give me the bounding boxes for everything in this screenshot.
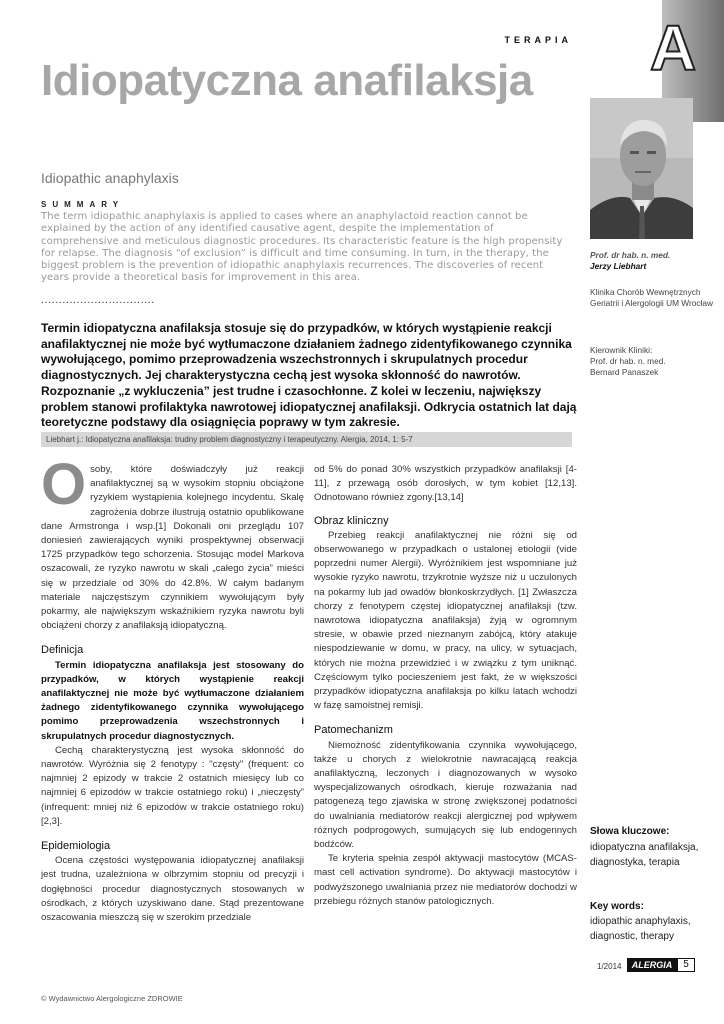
epidemiology-heading: Epidemiologia (41, 840, 111, 853)
keywords-pl-heading: Słowa kluczowe: (590, 826, 670, 837)
issue-number: 1/2014 (597, 962, 622, 971)
intro-paragraph: Osoby, które doświadczyły już reakcji anafilaktycznej są w wysokim stopniu obciążone ryzykiem wystąpienia kolejnego incydentu. Skalę zagrożenia dobrze ilustrują ostatnio opublikowane dane Armstronga i wsp.[1] Dokonali oni przeglądu 107 doniesień zawierających wyniki prospektywnej obserwacji 1725 przypadków tego schorzenia. Stosując model Markova oszacowali, że ryzyko nawrotu w skali „całego życia” mieści się w przedziale od 30% do 42.8%. W całym badanym materiale najczęstszym czynnikiem wywołującym były pokarmy, ale największym wskaźnikiem ryzyka nawrotu byli obciążeni chorzy z anafilaksją idiopatyczną. (41, 452, 304, 632)
article-subtitle: Idiopathic anaphylaxis (41, 170, 179, 186)
author-photo (590, 98, 693, 239)
definition-heading: Definicja (41, 644, 84, 657)
epidemiology-text: Ocena częstości występowania idiopatycznej anafilaksji jest trudna, uzależniona w olbrzymim stopniu od precyzji i dogłębności procedur diagnostycznych stosowanych w ośrodkach, z których uzyskiwano dane. Stąd prezentowane oszacowania mieszczą się w szerokim przedziale (41, 855, 304, 924)
definition-bold: Termin idiopatyczna anafilaksja jest stosowany do przypadków, w których wystąpienie reakcji anafilaktycznej nie może być wytłumaczone działaniem żadnego zidentyfikowanego czynnika wywołującego pomimo przeprowadzenia wszechstronnych i skrupulatnych procedur diagnostycznych. (41, 659, 304, 742)
author-portrait (590, 98, 693, 239)
column-right (314, 463, 577, 909)
summary-text: The term idiopathic anaphylaxis is applied to cases where an anaphylactoid reaction cannot be explained by the action of any identified causative agent, despite the implementation of comprehensive and meticulous diagnostic procedures. Its characteristic feature is the high propensity for relapse. The diagnosis “of exclusion” is difficult and time consuming. In turn, in the therapy, the biggest problem is the prevention of idiopathic anaphylaxis recurrences. The discoveries of recent years provide a theoretical basis for improvement in this area. (41, 211, 563, 284)
clinic-head-name: Bernard Panaszek (590, 367, 659, 377)
drop-cap: O (41, 452, 87, 517)
corner-letter: A (650, 12, 697, 84)
author-name: Jerzy Liebhart (590, 261, 647, 271)
keywords-en: idiopathic anaphylaxis, diagnostic, therapy (590, 916, 691, 942)
author-title: Prof. dr hab. n. med. (590, 250, 671, 260)
clinical-heading: Obraz kliniczny (314, 514, 389, 527)
article-title: Idiopatyczna anafilaksja (41, 56, 533, 105)
definition-text: Cechą charakterystyczną jest wysoka skłonność do nawrotów. Wyróżnia się 2 fenotypy : "częsty" (frequent: co najmniej 2 epizody w trakcie 2 ostatnich miesięcy lub co najmniej 6 epizodów w trakcie ostatniego roku) i „nieczęsty” (infrequent: mniej niż 6 epizodów w trakcie ostatniego roku)[2,3]. (41, 744, 304, 827)
epidemiology-continued: od 5% do ponad 30% wszystkich przypadków anafilaksji [4-11], z przewagą osób dorosłych, w tym kobiet [12,13]. Odnotowano również zgony.[13,14] (314, 464, 577, 504)
pathomechanism-text-2: Te kryteria spełnia zespół aktywacji mastocytów (MCAS-mast cell activation syndrome). Do aktywacji mastocytów i podwyższonego uwalniania przez nie mediatorów dochodzi w przebiegu różnych stanów patologicznych. (314, 853, 577, 907)
keywords-en-heading: Key words: (590, 901, 644, 912)
author-affiliation: Klinika Chorób Wewnętrznych Geriatrii i Alergologii UM Wrocław (590, 287, 713, 308)
summary-heading: SUMMARY (41, 200, 125, 209)
lead-paragraph: Termin idiopatyczna anafilaksja stosuje się do przypadków, w których wystąpienie reakcji anafilaktycznej nie może być wytłumaczone działaniem żadnego zidentyfikowanego czynnika wywołującego, pomimo przeprowadzenia wszechstronnych i skrupulatnych procedur diagnostycznych. Jej charakterystyczna cechą jest wysoka skłonność do nawrotów. Rozpoznanie „z wykluczenia” jest trudne i czasochłonne. Z kolei w leczeniu, największy problem stanowi profilaktyka nawrotowej idiopatycznej anafilaksji. Odkrycia ostatnich lat dają teoretyczne podstawy dla osiągnięcia poprawy w tym zakresie. (41, 321, 577, 430)
page-number: 5 (677, 958, 695, 972)
section-label: TERAPIA (504, 35, 572, 45)
clinical-text: Przebieg reakcji anafilaktycznej nie różni się od obserwowanego w przypadkach o ustalonej etiologii (vide poprzedni numer Alergii). Wyróżnikiem jest wspomniane już wysokie ryzyko nawrotu, trzykrotnie wyższe niż u uczulonych na pokarmy lub jad owadów błonkoskrzydłych. [1] Zwłaszcza chorzy z fenotypem częstej idiopatycznej anafilaksji (tzw. nawrotowa idiopatyczna anafilaksja) żyją w ogromnym stresie, w obawie przed nieznanym zabójcą, który atakuje niespodziewanie w domu, w pracy, na ulicy, w sytuacjach, których nie można przewidzieć i w związku z tym uniknąć. Częściowym tylko pocieszeniem jest fakt, że w większości przypadków idiopatyczna anafilaksja po kilku latach wchodzi w fazę samoistnej remisji. (314, 529, 577, 712)
pathomechanism-heading: Patomechanizm (314, 724, 393, 737)
copyright: © Wydawnictwo Alergologiczne ZDROWIE (41, 994, 183, 1003)
clinic-head (590, 345, 715, 378)
author-block (590, 250, 715, 272)
separator: ................................ (41, 294, 155, 306)
citation-bar: Liebhart j.: Idiopatyczna anafilaksja: trudny problem diagnostyczny i terapeutyczny. Alergia, 2014, 1: 5-7 (41, 432, 572, 447)
column-left (41, 452, 304, 925)
clinic-head-label: Kierownik Kliniki: (590, 345, 653, 355)
keywords-pl: idiopatyczna anafilaksja, diagnostyka, terapia (590, 842, 699, 868)
clinic-head-title: Prof. dr hab. n. med. (590, 356, 666, 366)
journal-name: ALERGIA (627, 958, 677, 972)
pathomechanism-text: Niemożność zidentyfikowania czynnika wywołującego, także u chorych z wielokrotnie nawracającą reakcja anafilaktyczną, leczonych i diagnozowanych w wysoko wyspecjalizowanych ośrodkach, kieruje rozważania nad patogenezą tego zjawiska w stronę zwiększonej podatności do uwalniania mediatorów reakcji alergicznej pod wpływem różnych podprogowych, sumujących się lub endogennych bodźców. (314, 739, 577, 851)
